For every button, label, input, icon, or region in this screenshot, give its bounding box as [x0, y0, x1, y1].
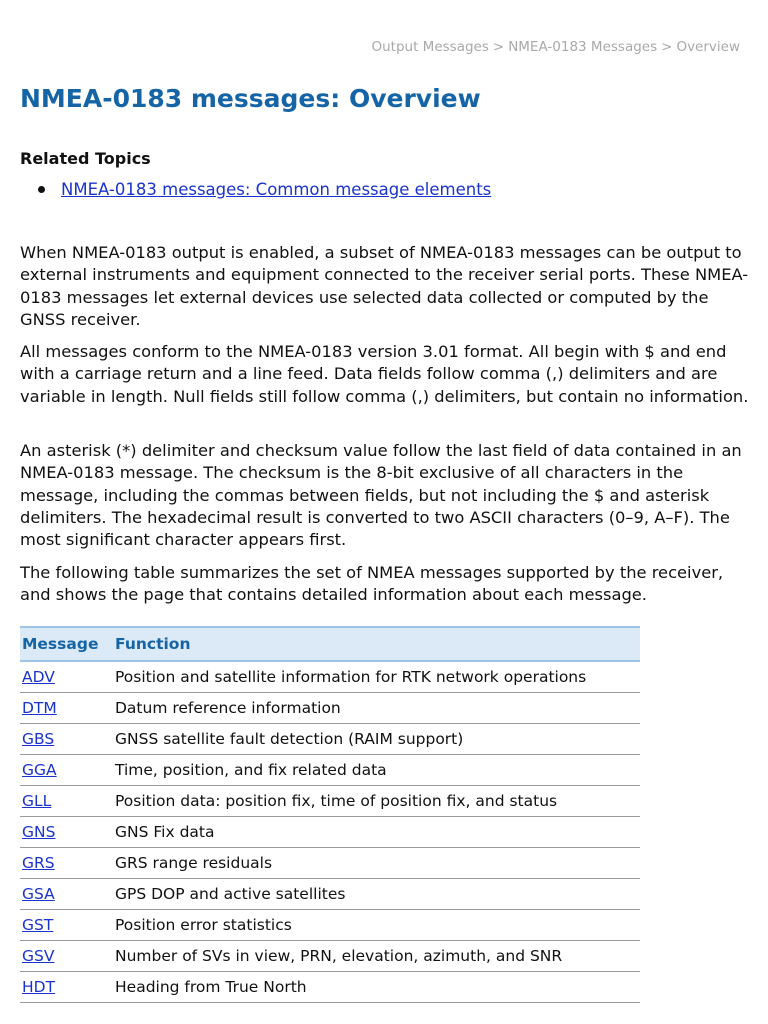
function-cell: GPS DOP and active satellites: [102, 879, 640, 910]
message-link-dtm[interactable]: DTM: [22, 699, 57, 717]
table-row: [20, 910, 640, 941]
message-link-adv[interactable]: ADV: [22, 668, 55, 686]
breadcrumb-item-overview: Overview: [676, 39, 740, 55]
related-topic-link[interactable]: NMEA-0183 messages: Common message elements: [61, 180, 492, 199]
table-row: [20, 848, 640, 879]
table-row: [20, 724, 640, 755]
breadcrumb-separator: >: [492, 39, 505, 55]
table-header-row: [20, 627, 640, 661]
message-link-gst[interactable]: GST: [22, 916, 54, 934]
function-cell: Heading from True North: [102, 972, 640, 1003]
page-title: NMEA-0183 messages: Overview: [20, 84, 481, 113]
message-link-hdt[interactable]: HDT: [22, 978, 56, 996]
message-link-gsa[interactable]: GSA: [22, 885, 55, 903]
table-row: [20, 817, 640, 848]
table-row: [20, 972, 640, 1003]
message-link-gsv[interactable]: GSV: [22, 947, 55, 965]
format-paragraph: All messages conform to the NMEA-0183 version 3.01 format. All begin with $ and end with a carriage return and a line feed. Data fields follow comma (,) delimiters and are variable in length. Null fields still follow comma (,) delimiters, but contain no information.: [20, 342, 749, 406]
function-cell: Time, position, and fix related data: [102, 755, 640, 786]
function-cell: Datum reference information: [102, 693, 640, 724]
table-row: [20, 941, 640, 972]
function-cell: Position error statistics: [102, 910, 640, 941]
message-link-gga[interactable]: GGA: [22, 761, 57, 779]
function-cell: Position and satellite information for RTK network operations: [102, 661, 640, 693]
function-cell: Position data: position fix, time of position fix, and status: [102, 786, 640, 817]
message-link-grs[interactable]: GRS: [22, 854, 55, 872]
table-row: [20, 755, 640, 786]
related-topics-list: [38, 180, 491, 199]
table-row: [20, 661, 640, 693]
function-cell: GNS Fix data: [102, 817, 640, 848]
breadcrumb-item-output-messages[interactable]: Output Messages: [371, 39, 489, 55]
message-link-gll[interactable]: GLL: [22, 792, 52, 810]
message-link-gbs[interactable]: GBS: [22, 730, 55, 748]
table-intro-paragraph: The following table summarizes the set of NMEA messages supported by the receiver, and shows the page that contains detailed information about each message.: [20, 563, 724, 605]
intro-paragraph: When NMEA-0183 output is enabled, a subset of NMEA-0183 messages can be output to external instruments and equipment connected to the receiver serial ports. These NMEA-0183 messages let external devices use selected data collected or computed by the GNSS receiver.: [20, 243, 749, 329]
messages-table: [20, 626, 640, 1003]
checksum-paragraph: An asterisk (*) delimiter and checksum value follow the last field of data contained in an NMEA-0183 message. The checksum is the 8-bit exclusive of all characters in the message, including the commas between fields, but not including the $ and asterisk delimiters. The hexadecimal result is converted to two ASCII characters (0–9, A–F). The most significant character appears first.: [20, 441, 742, 550]
bullet-icon: [38, 186, 45, 193]
function-cell: GRS range residuals: [102, 848, 640, 879]
breadcrumb-separator: >: [661, 39, 673, 55]
message-link-gns[interactable]: GNS: [22, 823, 56, 841]
breadcrumb-item-nmea-messages[interactable]: NMEA-0183 Messages: [508, 39, 658, 55]
table-row: [20, 879, 640, 910]
column-header-message: Message: [20, 627, 102, 661]
column-header-function: Function: [102, 627, 640, 661]
related-topics-heading: Related Topics: [20, 149, 151, 168]
table-row: [20, 693, 640, 724]
function-cell: Number of SVs in view, PRN, elevation, azimuth, and SNR: [102, 941, 640, 972]
function-cell: GNSS satellite fault detection (RAIM support): [102, 724, 640, 755]
table-row: [20, 786, 640, 817]
breadcrumb: [371, 39, 740, 55]
list-item: [38, 180, 491, 199]
